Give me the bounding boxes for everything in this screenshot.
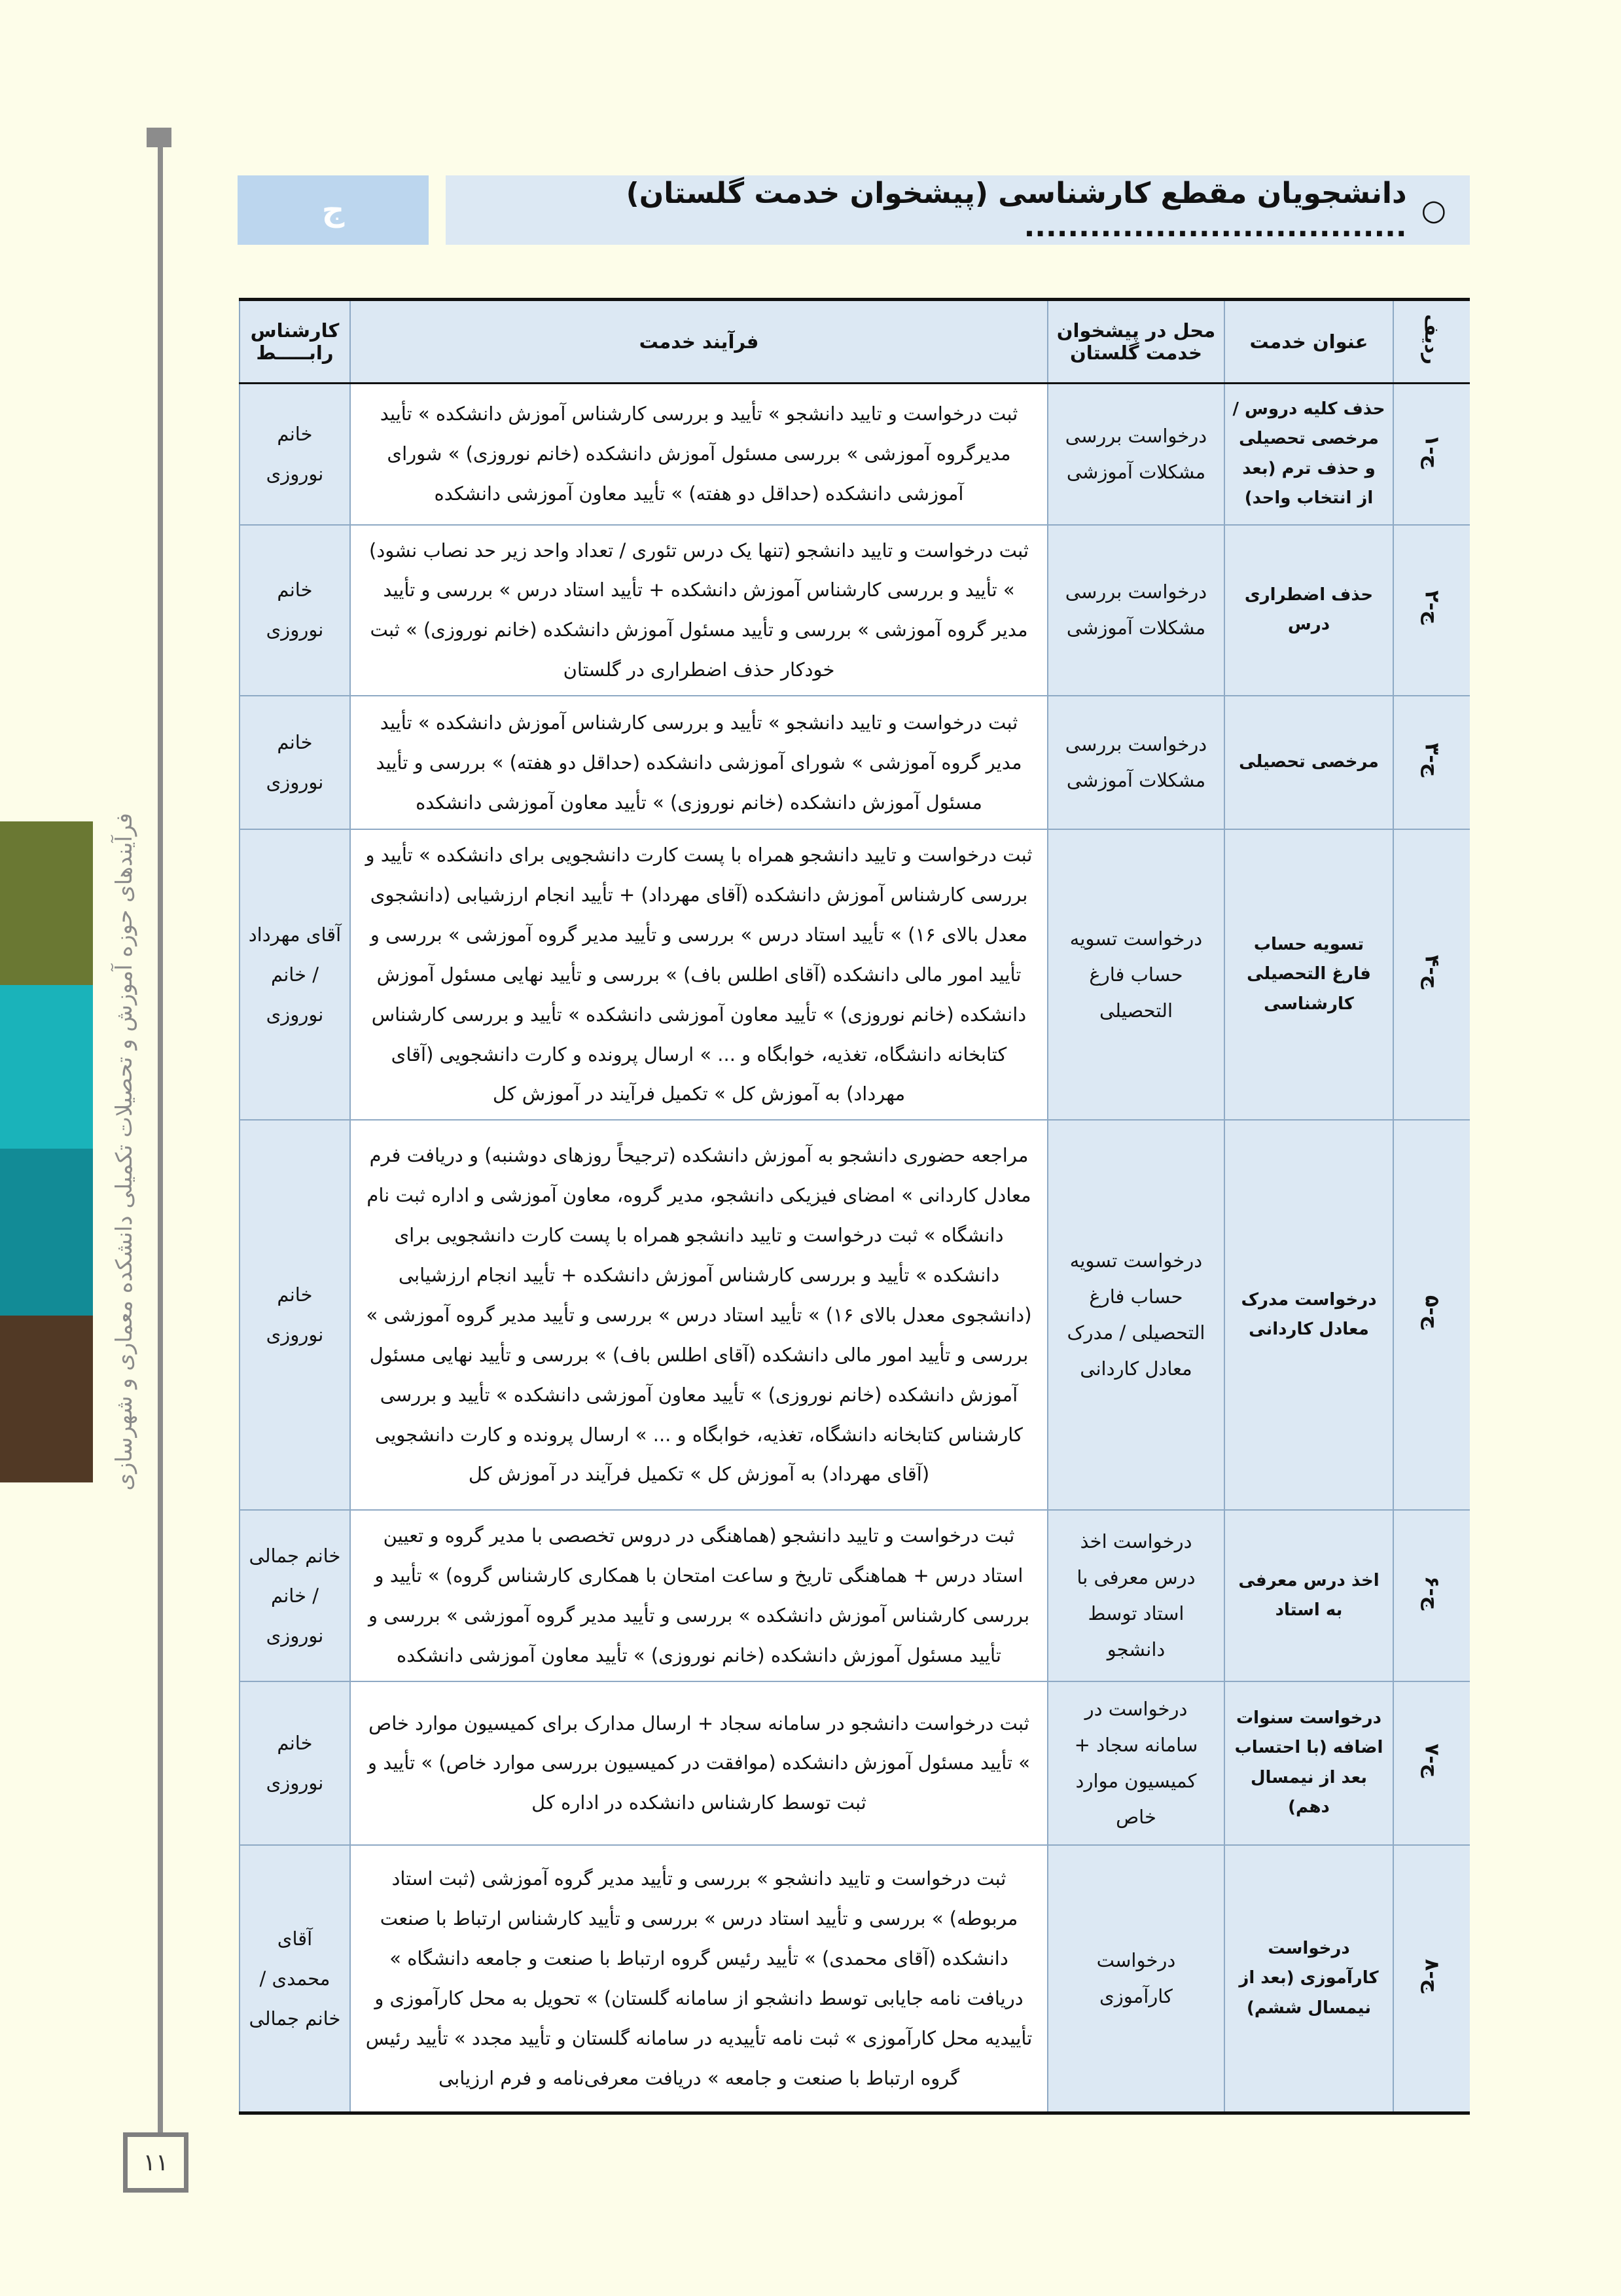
service-title: درخواست مدرک معادل کاردانی	[1224, 1120, 1393, 1510]
section-letter: ج	[238, 175, 429, 245]
service-process: مراجعه حضوری دانشجو به آموزش دانشکده (ترجیحاً روزهای دوشنبه) و دریافت فرم معادل کاردانی » امضای فیزیکی دانشجو، مدیر گروه، معاون آموزشی و اداره ثبت نام دانشگاه » ثبت درخواست و تایید دانشجو همراه با پست کارت دانشجویی برای دانشکده » تأیید و بررسی کارشناس آموزش دانشکده + تأیید انجام ارزشیابی (دانشجوی معدل بالای ۱۶) » تأیید استاد درس » بررسی و تأیید مدیر گروه آموزشی » بررسی و تأیید امور مالی دانشکده (آقای اطلس باف) » بررسی و تأیید نهایی مسئول آموزش دانشکده (خانم نوروزی) » تأیید معاون آموزشی دانشکده » تأیید و بررسی کارشناس کتابخانه دانشگاه، تغذیه، خوابگاه و ... » ارسال پرونده و کارت دانشجویی (آقای مهرداد) به آموزش کل » تکمیل فرآیند در آموزش کل	[350, 1120, 1048, 1510]
table-row	[240, 525, 1470, 696]
service-process: ثبت درخواست و تایید دانشجو » بررسی و تأیید مدیر گروه آموزشی (ثبت استاد مربوطه) » بررسی و تأیید استاد درس » بررسی و تأیید کارشناس ارتباط با صنعت دانشکده (آقای محمدی) » تأیید رئیس گروه ارتباط با صنعت و جامعه دانشگاه » دریافت نامه جایابی توسط دانشجو از سامانه گلستان) » تحویل به محل کارآموزی و تأییدیه محل کارآموزی » ثبت نامه تأییدیه در سامانه گلستان و تأیید مجدد » تأیید رئیس گروه ارتباط با صنعت و جامعه » دریافت معرفی‌نامه و فرم ارزیابی	[350, 1845, 1048, 2113]
col-header-process: فرآیند خدمت	[350, 300, 1048, 384]
service-process: ثبت درخواست و تایید دانشجو » تأیید و بررسی کارشناس آموزش دانشکده » تأیید مدیرگروه آموزشی » بررسی مسئول آموزش دانشکده (خانم نوروزی) » شورای آموزشی دانشکده (حداقل دو هفته) » تأیید معاون آموزشی دانشکده	[350, 384, 1048, 525]
col-header-expert: کارشناس رابـــــط	[240, 300, 350, 384]
table-row	[240, 1510, 1470, 1681]
service-expert: آقای محمدی / خانم جمالی	[240, 1845, 350, 2113]
service-expert: آقای مهرداد / خانم نوروزی	[240, 829, 350, 1120]
row-number: ج-۵	[1393, 1120, 1470, 1510]
service-title: حذف کلیه دروس / مرخصی تحصیلی و حذف ترم (بعد از انتخاب واحد)	[1224, 384, 1393, 525]
service-place: درخواست اخذ درس معرفی با استاد توسط دانشجو	[1048, 1510, 1224, 1681]
service-process: ثبت درخواست و تایید دانشجو همراه با پست کارت دانشجویی برای دانشکده » تأیید و بررسی کارشناس آموزش دانشکده (آقای مهرداد) + تأیید انجام ارزشیابی (دانشجوی معدل بالای ۱۶) » تأیید استاد درس » بررسی و تأیید مدیر گروه آموزشی » بررسی و تأیید امور مالی دانشکده (آقای اطلس باف) » بررسی و تأیید نهایی مسئول آموزش دانشکده (خانم نوروزی) » تأیید معاون آموزشی دانشکده » تأیید و بررسی کارشناس کتابخانه دانشگاه، تغذیه، خوابگاه و ... » ارسال پرونده و کارت دانشجویی (آقای مهرداد) به آموزش کل » تکمیل فرآیند در آموزش کل	[350, 829, 1048, 1120]
service-place: درخواست در سامانه سجاد + کمیسیون موارد خاص	[1048, 1681, 1224, 1845]
service-process: ثبت درخواست و تایید دانشجو » تأیید و بررسی کارشناس آموزش دانشکده » تأیید مدیر گروه آموزشی » شورای آموزشی دانشکده (حداقل دو هفته) » بررسی و تأیید مسئول آموزش دانشکده (خانم نوروزی) » تأیید معاون آموزشی دانشکده	[350, 696, 1048, 829]
color-band-olive	[0, 821, 93, 985]
margin-rule	[158, 130, 163, 2145]
row-number: ج-۸	[1393, 1845, 1470, 2113]
service-process: ثبت درخواست و تایید دانشجو (تنها یک درس تئوری / تعداد واحد زیر حد نصاب نشود) » تأیید و بررسی کارشناس آموزش دانشکده + تأیید استاد درس » بررسی و تأیید مدیر گروه آموزشی » بررسی و تأیید مسئول آموزش دانشکده (خانم نوروزی) » ثبت خودکار حذف اضطراری در گلستان	[350, 525, 1048, 696]
service-title: تسویه حساب فارغ التحصیلی کارشناسی	[1224, 829, 1393, 1120]
col-header-row: ردیف	[1393, 300, 1470, 384]
row-number: ج-۴	[1393, 829, 1470, 1120]
service-title: درخواست سنوات اضافه (با احتساب بعد از نیمسال دهم)	[1224, 1681, 1393, 1845]
service-expert: خانم نوروزی	[240, 384, 350, 525]
table-row	[240, 1681, 1470, 1845]
page-number: ۱۱	[123, 2132, 188, 2193]
section-title-bar	[446, 175, 1470, 245]
table-header-row	[240, 300, 1470, 384]
service-expert: خانم نوروزی	[240, 525, 350, 696]
row-number: ج-۳	[1393, 696, 1470, 829]
table-row	[240, 1120, 1470, 1510]
row-number: ج-۷	[1393, 1681, 1470, 1845]
side-title: فرآیندهای حوزه آموزش و تحصیلات تکمیلی دانشکده معماری و شهرسازی	[111, 813, 137, 1491]
service-title: حذف اضطراری درس	[1224, 525, 1393, 696]
row-number: ج-۱	[1393, 384, 1470, 525]
service-place: درخواست بررسی مشکلات آموزشی	[1048, 384, 1224, 525]
services-table	[239, 298, 1470, 2115]
service-place: درخواست بررسی مشکلات آموزشی	[1048, 696, 1224, 829]
service-place: درخواست تسویه حساب فارغ التحصیلی	[1048, 829, 1224, 1120]
service-process: ثبت درخواست و تایید دانشجو (هماهنگی در دروس تخصصی با مدیر گروه و تعیین استاد درس + هماهنگی تاریخ و ساعت امتحان با همکاری کارشناس گروه) » تأیید و بررسی کارشناس آموزش دانشکده » بررسی و تأیید مدیر گروه آموزشی » بررسی و تأیید مسئول آموزش دانشکده (خانم نوروزی) » تأیید معاون آموزشی دانشکده	[350, 1510, 1048, 1681]
service-place: درخواست تسویه حساب فارغ التحصیلی / مدرک معادل کاردانی	[1048, 1120, 1224, 1510]
section-title: دانشجویان مقطع کارشناسی (پیشخوان خدمت گلستان) ...................................	[626, 177, 1407, 243]
service-expert: خانم نوروزی	[240, 1681, 350, 1845]
col-header-place: محل در پیشخوان خدمت گلستان	[1048, 300, 1224, 384]
service-expert: خانم جمالی / خانم نوروزی	[240, 1510, 350, 1681]
color-band-teal	[0, 985, 93, 1149]
service-title: درخواست کارآموزی (بعد از نیمسال ششم)	[1224, 1845, 1393, 2113]
service-process: ثبت درخواست دانشجو در سامانه سجاد + ارسال مدارک برای کمیسیون موارد خاص » تأیید مسئول آموزش دانشکده (موافقت در کمیسیون بررسی موارد خاص) » تأیید و ثبت توسط کارشناس دانشکده در اداره کل	[350, 1681, 1048, 1845]
row-number: ج-۲	[1393, 525, 1470, 696]
service-expert: خانم نوروزی	[240, 1120, 350, 1510]
row-number: ج-۶	[1393, 1510, 1470, 1681]
table-row	[240, 829, 1470, 1120]
table-row	[240, 384, 1470, 525]
service-place: درخواست کارآموزی	[1048, 1845, 1224, 2113]
circle-bullet-icon: ○	[1421, 193, 1446, 227]
service-place: درخواست بررسی مشکلات آموزشی	[1048, 525, 1224, 696]
table-row	[240, 1845, 1470, 2113]
service-title: مرخصی تحصیلی	[1224, 696, 1393, 829]
col-header-title: عنوان خدمت	[1224, 300, 1393, 384]
service-title: اخذ درس معرفی به استاد	[1224, 1510, 1393, 1681]
color-band-brown	[0, 1316, 93, 1482]
color-band-dark-teal	[0, 1149, 93, 1316]
service-expert: خانم نوروزی	[240, 696, 350, 829]
table-row	[240, 696, 1470, 829]
